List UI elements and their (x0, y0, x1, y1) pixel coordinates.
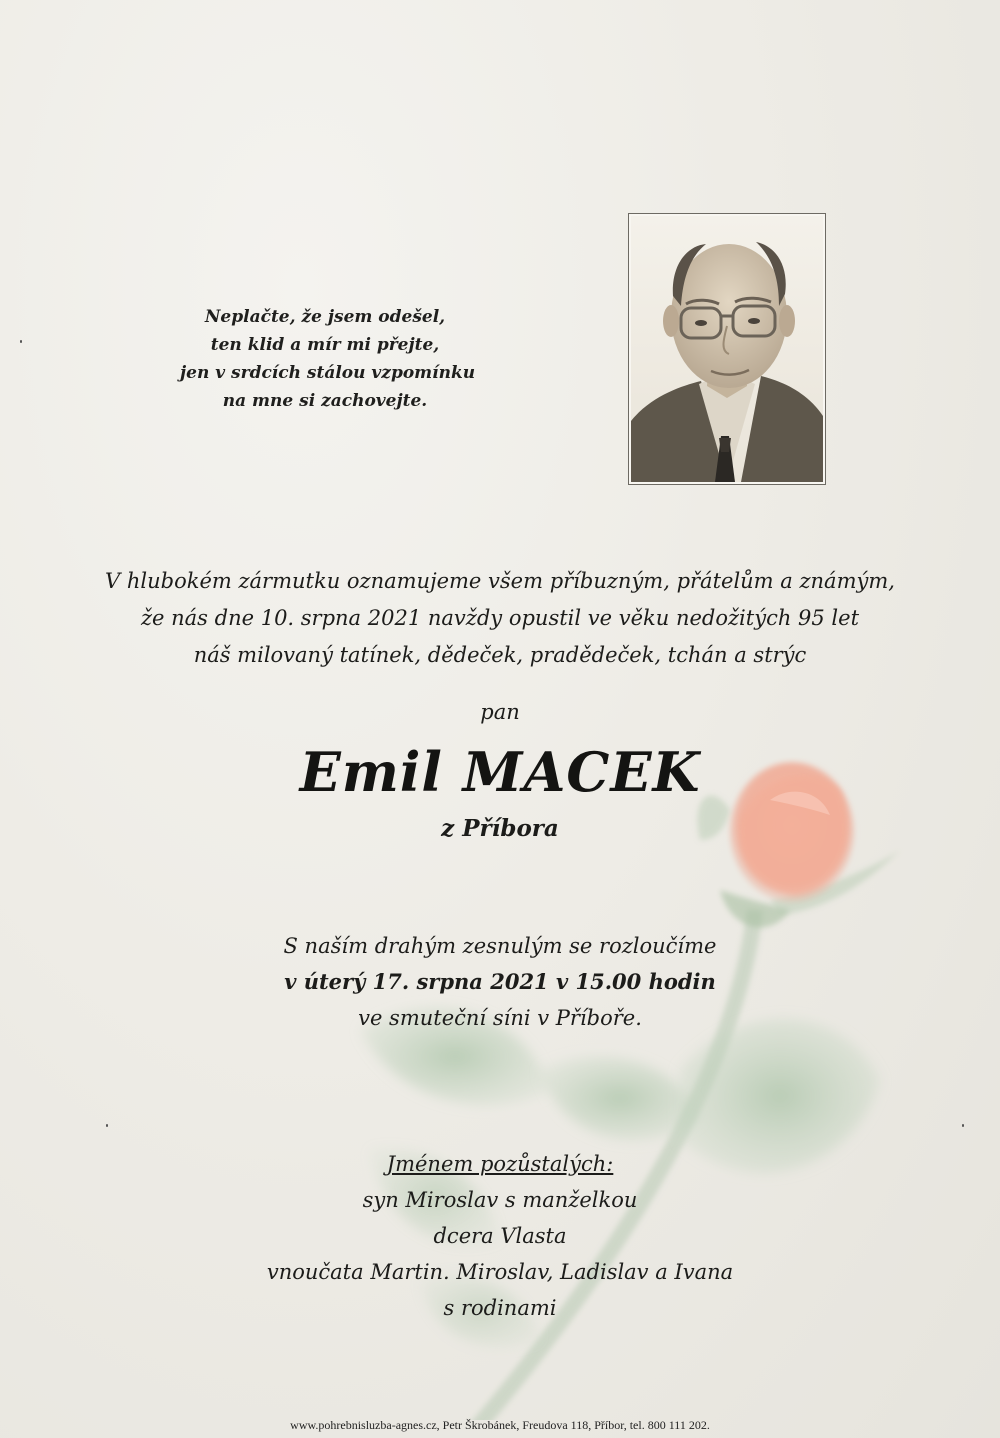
scan-speck (20, 340, 22, 343)
honorific: pan (480, 700, 520, 724)
deceased-name: Emil MACEK (299, 740, 701, 804)
farewell-details (0, 928, 1000, 1036)
announcement-line: že nás dne 10. srpna 2021 navždy opustil ve věku nedožitých 95 let (140, 606, 860, 630)
deceased-origin: z Příbora (441, 815, 559, 842)
scan-speck (962, 1124, 964, 1127)
farewell-place: ve smuteční síni v Příboře. (358, 1006, 642, 1030)
farewell-line: S naším drahým zesnulým se rozloučíme (283, 934, 717, 958)
announcement-text (0, 563, 1000, 674)
poem-line: ten klid a mír mi přejte, (210, 335, 440, 355)
mourner-line: s rodinami (443, 1296, 557, 1320)
mourner-line: dcera Vlasta (433, 1224, 567, 1248)
mourners-heading: Jménem pozůstalých: (386, 1152, 614, 1176)
announcement-line: náš milovaný tatínek, dědeček, pradědeček, tchán a strýc (193, 643, 807, 667)
portrait-image (631, 216, 823, 482)
announcement-line: V hlubokém zármutku oznamujeme všem příbuzným, přátelům a známým, (105, 569, 895, 593)
mourner-line: syn Miroslav s manželkou (362, 1188, 638, 1212)
memorial-poem (180, 303, 476, 415)
portrait-photo (628, 213, 826, 485)
funeral-service-footer: www.pohrebnisluzba-agnes.cz, Petr Škrobánek, Freudova 118, Příbor, tel. 800 111 202. (290, 1418, 710, 1432)
poem-line: jen v srdcích stálou vzpomínku (180, 363, 476, 383)
scan-speck (106, 1124, 108, 1127)
mourners-list (0, 1146, 1000, 1326)
farewell-datetime: v úterý 17. srpna 2021 v 15.00 hodin (284, 969, 716, 994)
poem-line: Neplačte, že jsem odešel, (204, 307, 446, 327)
mourner-line: vnoučata Martin. Miroslav, Ladislav a Ivana (266, 1260, 734, 1284)
poem-line: na mne si zachovejte. (222, 391, 428, 411)
